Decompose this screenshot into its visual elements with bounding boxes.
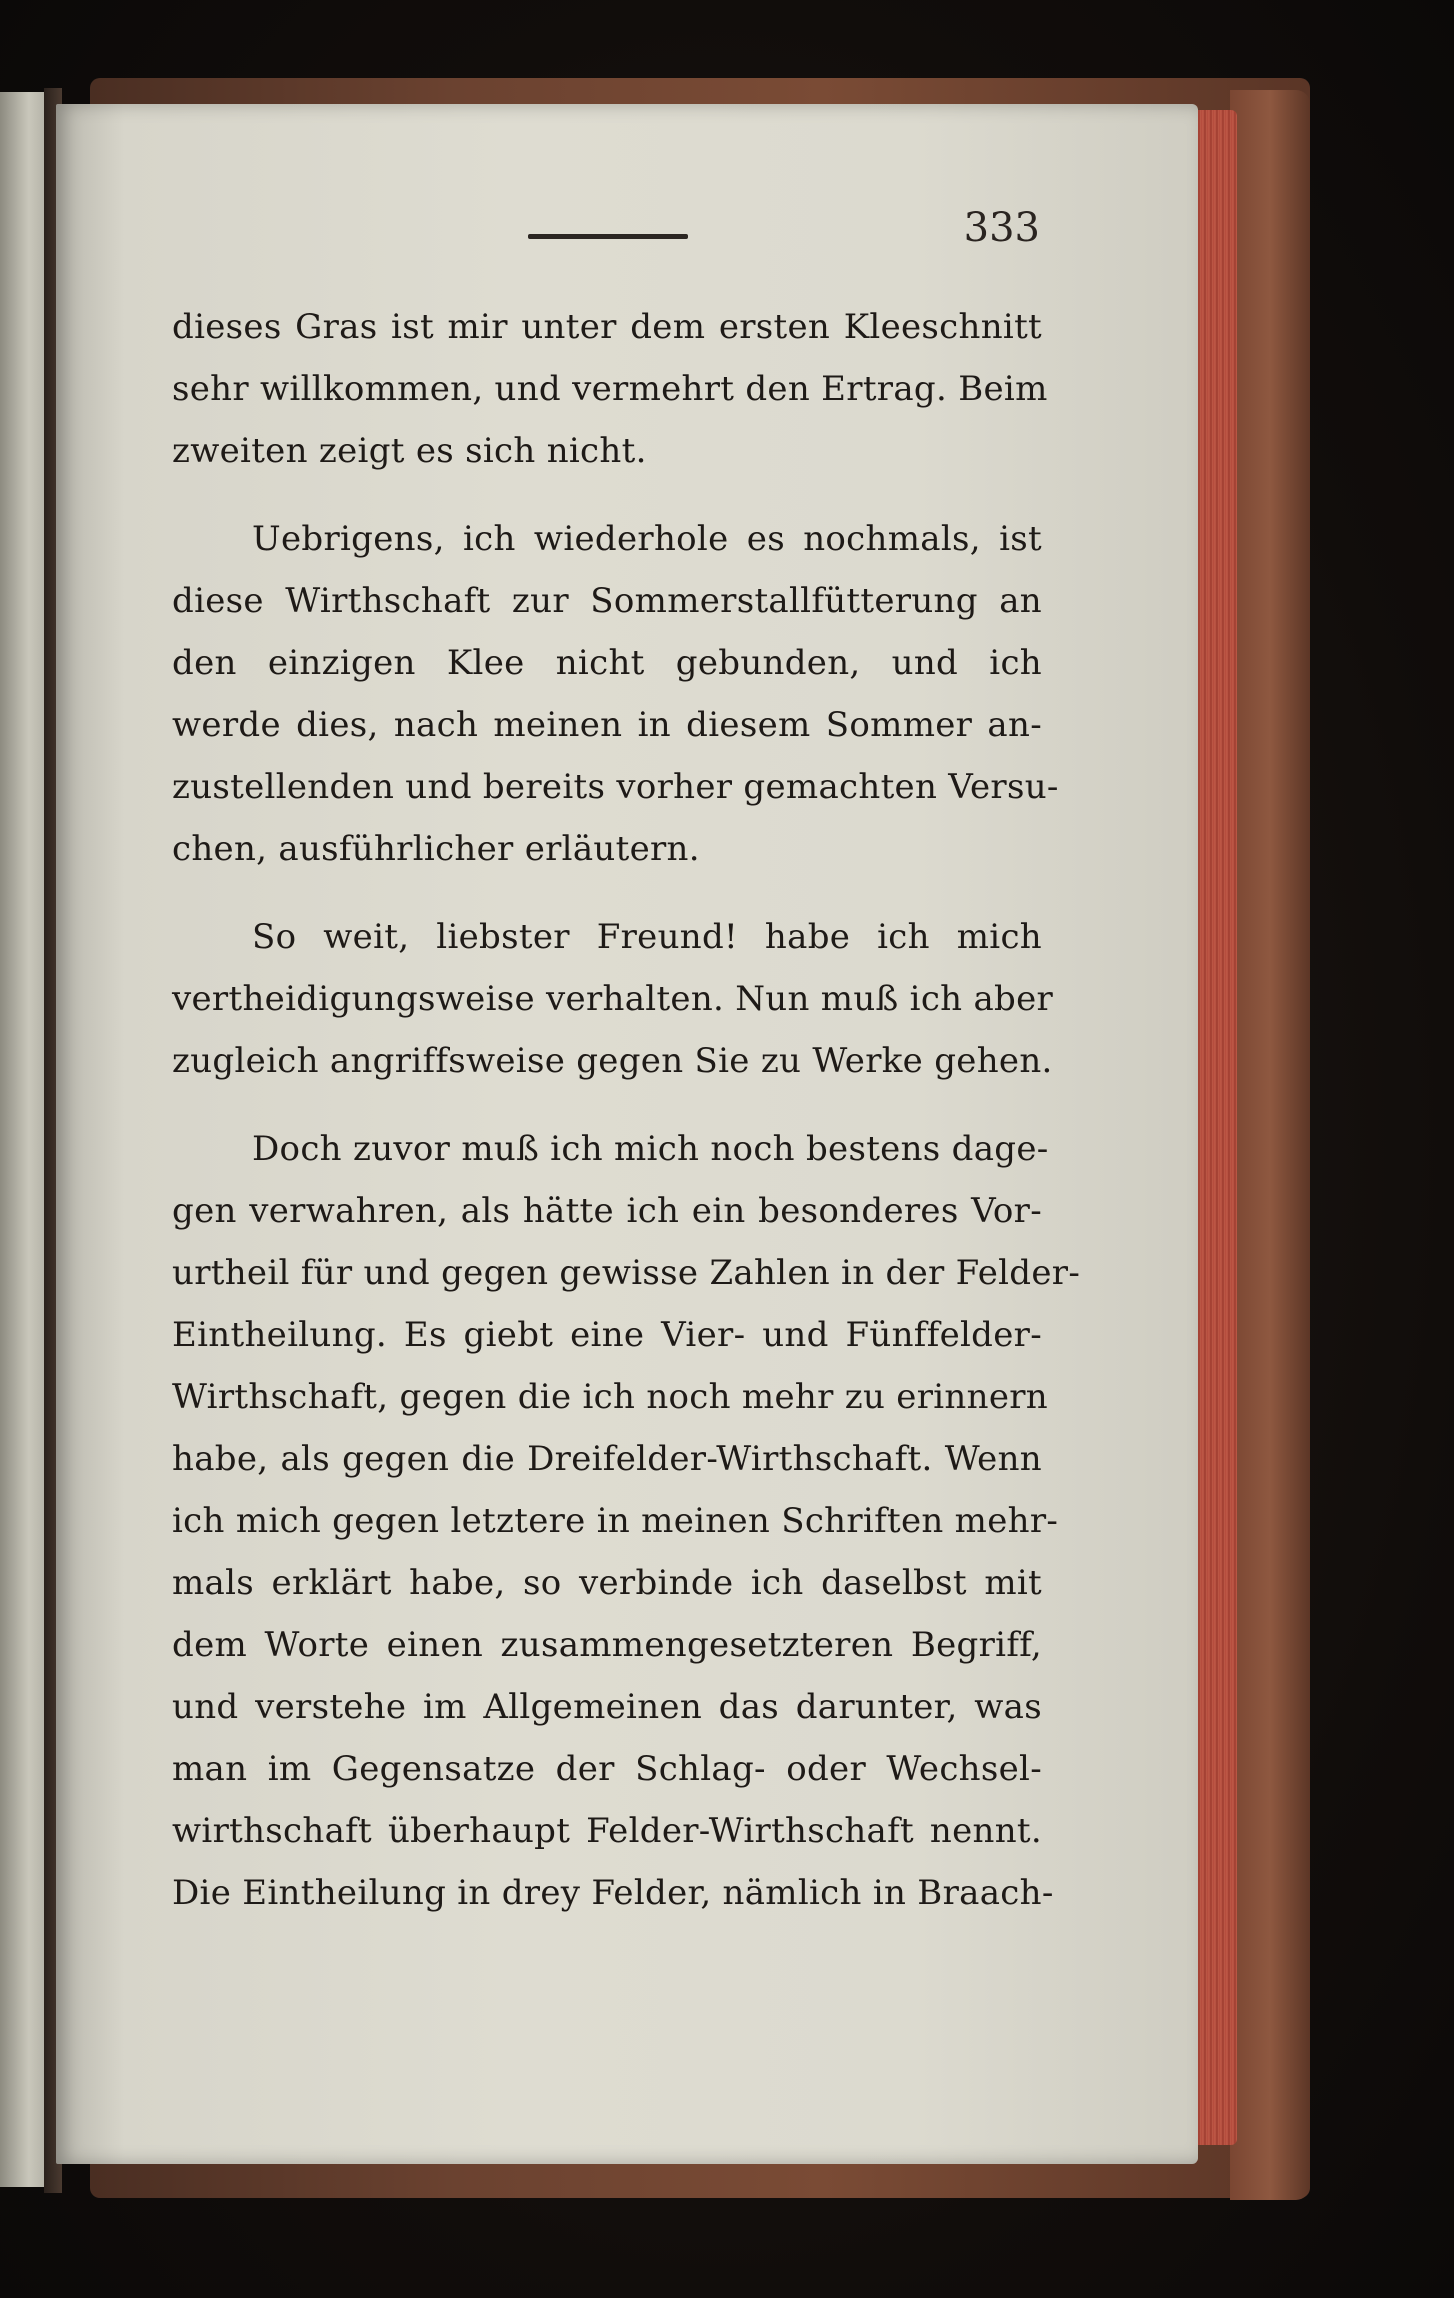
- text-line: Doch zuvor muß ich mich noch bestens dage-: [252, 1129, 1049, 1169]
- text-line: ich mich gegen letztere in meinen Schriften mehr-: [172, 1501, 1059, 1541]
- text-line: zweiten zeigt es sich nicht.: [172, 431, 647, 471]
- page-number: 333: [963, 205, 1040, 251]
- text-line: mals erklärt habe, so verbinde ich daselbst mit: [172, 1563, 1042, 1603]
- text-line: dieses Gras ist mir unter dem ersten Kleeschnitt: [172, 307, 1042, 347]
- header-rule: [528, 234, 688, 239]
- text-line: diese Wirthschaft zur Sommerstallfütterung an: [172, 581, 1042, 621]
- text-line: zustellenden und bereits vorher gemachten Versu-: [172, 767, 1059, 807]
- text-line: man im Gegensatze der Schlag- oder Wechsel-: [172, 1749, 1042, 1789]
- paragraph-gap: [172, 1092, 1042, 1118]
- text-line: So weit, liebster Freund! habe ich mich: [252, 917, 1042, 957]
- text-line: chen, ausführlicher erläutern.: [172, 829, 700, 869]
- paragraph-gap: [172, 482, 1042, 508]
- text-line: Uebrigens, ich wiederhole es nochmals, ist: [252, 519, 1042, 559]
- text-line: Wirthschaft, gegen die ich noch mehr zu erinnern: [172, 1377, 1048, 1417]
- text-line: zugleich angriffsweise gegen Sie zu Werke gehen.: [172, 1041, 1053, 1081]
- paragraph-gap: [172, 880, 1042, 906]
- page-text: [172, 296, 1081, 1924]
- text-line: urtheil für und gegen gewisse Zahlen in der Felder-: [172, 1253, 1081, 1293]
- text-line: gen verwahren, als hätte ich ein besonderes Vor-: [172, 1191, 1042, 1231]
- text-line: Eintheilung. Es giebt eine Vier- und Fünffelder-: [172, 1315, 1042, 1355]
- text-line: habe, als gegen die Dreifelder-Wirthschaft. Wenn: [172, 1439, 1042, 1479]
- text-line: den einzigen Klee nicht gebunden, und ich: [172, 643, 1042, 683]
- book-cover-edge: [1230, 90, 1310, 2200]
- text-line: dem Worte einen zusammengesetzteren Begriff,: [172, 1625, 1042, 1665]
- text-line: Die Eintheilung in drey Felder, nämlich in Braach-: [172, 1873, 1054, 1913]
- text-line: vertheidigungsweise verhalten. Nun muß ich aber: [172, 979, 1054, 1019]
- facing-page-edge: [0, 92, 48, 2187]
- page-edges: [1195, 110, 1237, 2145]
- text-line: sehr willkommen, und vermehrt den Ertrag. Beim: [172, 369, 1048, 409]
- text-line: und verstehe im Allgemeinen das darunter, was: [172, 1687, 1042, 1727]
- text-line: werde dies, nach meinen in diesem Sommer an-: [172, 705, 1042, 745]
- text-line: wirthschaft überhaupt Felder-Wirthschaft nennt.: [172, 1811, 1042, 1851]
